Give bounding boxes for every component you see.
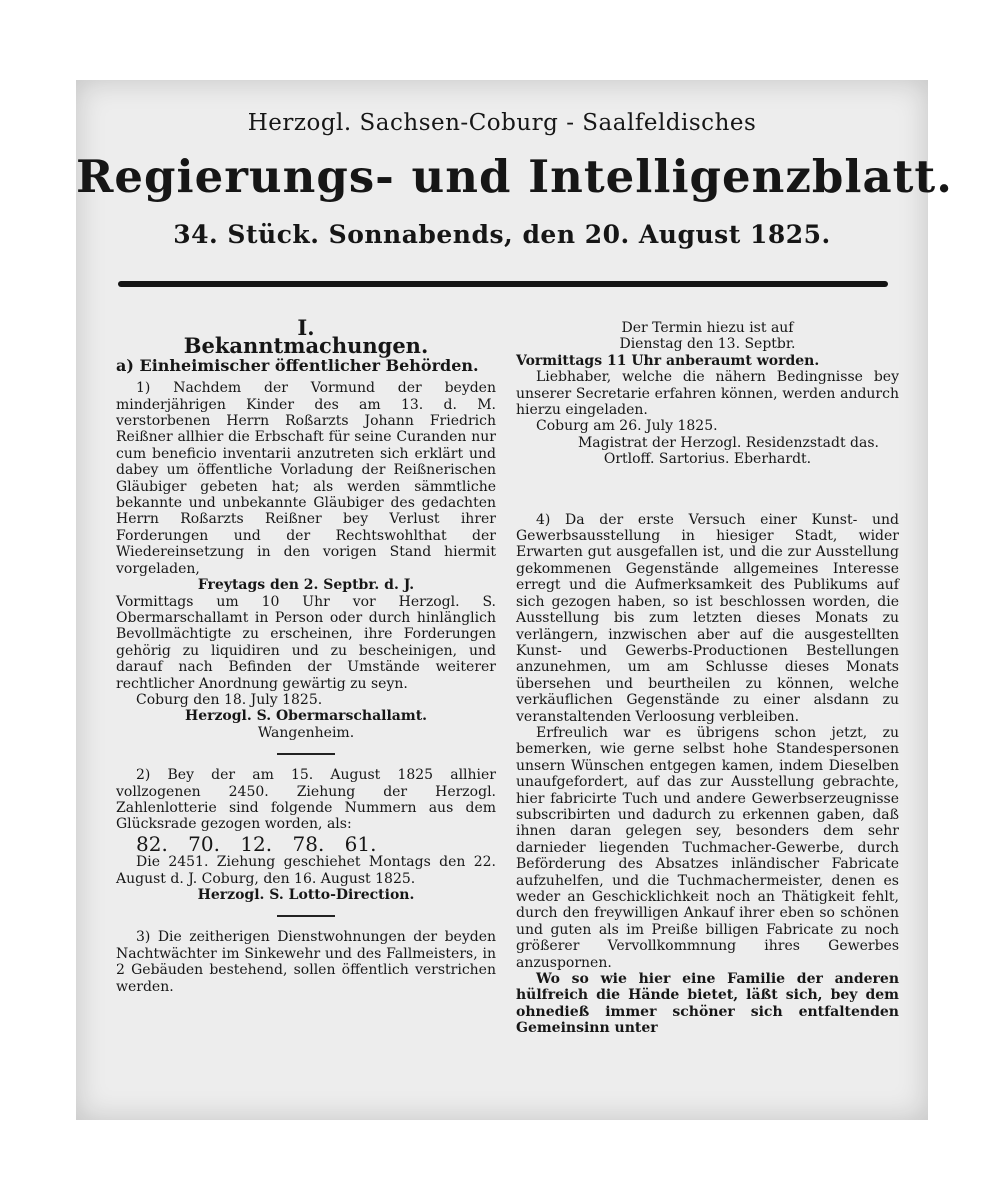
notice-1-signature-name: Wangenheim.: [257, 724, 355, 741]
notice-1-place-date: Coburg den 18. July 1825.: [136, 691, 323, 708]
notice-3-invitation: Liebhaber, welche die nähern Bedingnisse bey unserer Secretarie erfahren können, werden andurch hierzu eingeladen.: [516, 369, 899, 419]
notice-4-body: 4) Da der erste Versuch einer Kunst- und Gewerbsausstellung in hiesiger Stadt, wider Erwarten gut ausgefallen ist, und die zur Ausstellung gekommenen Gegenstände allgemeines Interesse erregt und die Aufmerksamkeit des Publikums auf sich gezogen haben, so ist beschlossen worden, die Ausstellung bis zum letzten dieses Monats zu verlängern, inzwischen aber auf die ausgestellten Kunst- und Gewerbs-Productionen Bestellungen anzunehmen, um am Schlusse dieses Monats übersehen und beurtheilen zu können, welche verkäuflichen Gegenstände zu einer alsdann zu veranstaltenden Verloosung verbleiben.: [516, 511, 899, 725]
notice-1-body-continued: Vormittags um 10 Uhr vor Herzogl. S. Obermarschallamt in Person oder durch hinlänglich Bevollmächtigte zu erscheinen, ihre Forderungen gehörig zu liquidiren und zu bescheinigen, und darauf nach Befinden der Umstände weiterer rechtlicher Anordnung gewärtig zu seyn.: [116, 593, 496, 692]
notice-2-next-draw: Die 2451. Ziehung geschiehet Montags den 22. August d. J. Coburg, den 16. August 1825.: [116, 854, 496, 887]
notice-2-body: 2) Bey der am 15. August 1825 allhier vollzogenen 2450. Ziehung der Herzogl. Zahlenlotterie sind folgende Nummern aus dem Glücksrade gezogen worden, als:: [116, 767, 496, 833]
notice-1-body: 1) Nachdem der Vormund der beyden minderjährigen Kinder des am 13. d. M. verstorbenen Herrn Roßarzts Johann Friedrich Reißner allhier die Erbschaft für seine Curanden nur cum beneficio inventarii anzutreten sich erklärt und dabey um öffentliche Vorladung der Reißnerischen Gläubiger gebeten hat; als werden sämmtliche bekannte und unbekannte Gläubiger des gedachten Herrn Roßarzts Reißner bey Verlust ihrer Forderungen und der Rechtswohlthat der Wiedereinsetzung in den vorigen Stand hiermit vorgeladen,: [116, 380, 496, 577]
notice-3-signature-office: Magistrat der Herzogl. Residenzstadt das.: [577, 434, 879, 451]
notice-3-place-date: Coburg am 26. July 1825.: [536, 418, 718, 435]
section-divider: [277, 915, 335, 917]
notice-3-signature-names: Ortloff. Sartorius. Eberhardt.: [603, 451, 812, 468]
spacer: [516, 468, 899, 512]
masthead-title: Regierungs- und Intelligenzblatt.: [76, 150, 953, 203]
header-rule: [118, 281, 888, 287]
section-divider: [277, 753, 335, 755]
left-column: [116, 315, 496, 995]
section-title: Bekanntmachungen.: [183, 333, 429, 359]
notice-3-body: 3) Die zeitherigen Dienstwohnungen der beyden Nachtwächter im Sinkewehr und des Fallmeisters, in 2 Gebäuden bestehend, sollen öffentlich verstrichen werden.: [116, 929, 496, 995]
subsection-title: a) Einheimischer öffentlicher Behörden.: [116, 355, 479, 375]
notice-1-signature-office: Herzogl. S. Obermarschallamt.: [184, 708, 428, 725]
newspaper-page: [76, 80, 953, 1120]
notice-3-term-line: Der Termin hiezu ist auf: [621, 320, 794, 336]
section-number: I.: [297, 315, 315, 340]
issue-line: 34. Stück. Sonnabends, den 20. August 1825.: [173, 220, 831, 249]
right-column: [516, 320, 899, 1037]
lottery-numbers: 82. 70. 12. 78. 61.: [136, 831, 377, 856]
notice-3-term-date: Dienstag den 13. Septbr.: [619, 336, 796, 353]
notice-4-closing: Wo so wie hier eine Familie der anderen hülfreich die Hände bietet, läßt sich, bey dem ohnedieß immer schöner sich entfaltenden Gemeinsinn unter: [516, 971, 899, 1037]
notice-1-date: Freytags den 2. Septbr. d. J.: [197, 577, 415, 594]
notice-3-term-time: Vormittags 11 Uhr anberaumt worden.: [516, 352, 820, 369]
notice-4-body-continued: Erfreulich war es übrigens schon jetzt, zu bemerken, wie gerne selbst hohe Standespersonen unsern Wünschen entgegen kamen, indem Dieselben unaufgefordert, auf das zur Ausstellung gebrachte, hier fabricirte Tuch und andere Gewerbserzeugnisse subscribirten und dadurch zu erkennen gaben, daß ihnen daran gelegen sey, besonders dem sehr darnieder liegenden Tuchmacher-Gewerbe, durch Beförderung des Absatzes inländischer Fabricate aufzuhelfen, und die Tuchmachermeister, denen es weder an Geschicklichkeit noch an Thätigkeit fehlt, durch den freywilligen Ankauf ihrer eben so schönen und guten als im Preiße billigen Fabricate zu noch größerer Vervollkommnung ihres Gewerbes anzuspornen.: [516, 724, 899, 971]
notice-2-signature: Herzogl. S. Lotto-Direction.: [197, 887, 415, 903]
masthead-subtitle: Herzogl. Sachsen-Coburg - Saalfeldisches: [247, 110, 757, 136]
